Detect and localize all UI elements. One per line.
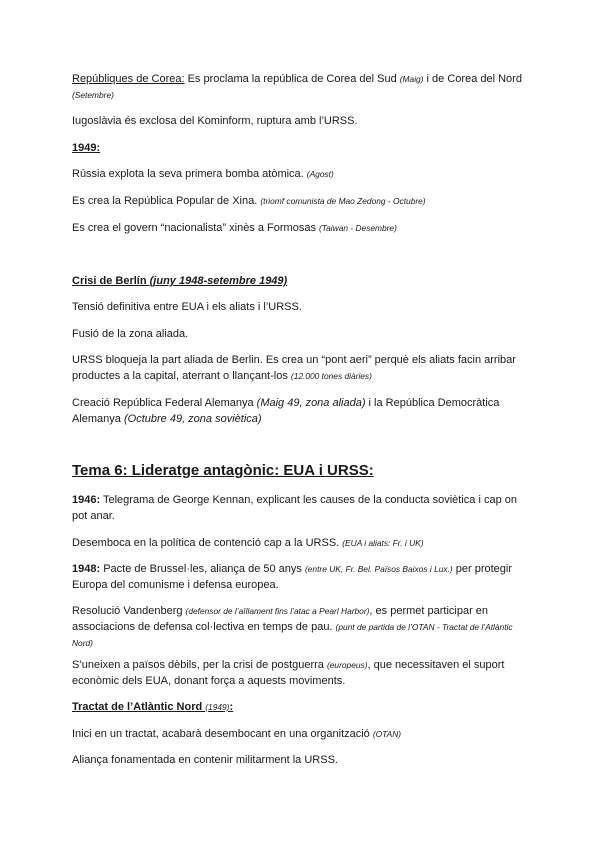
kennan-paragraph: 1946: Telegrama de George Kennan, explicant les causes de la conducta soviètica i cap on pot anar. [72, 494, 517, 522]
vandenberg-paragraph: Resolució Vandenberg (defensor de l’aïllament fins l’atac a Pearl Harbor), es permet participar en associacions de defensa col·lectiva en temps de pau. (punt de partida de l’OTAN - Tractat de l’Atlàntic Nord) [72, 605, 513, 648]
containment-paragraph: Desemboca en la política de contenció cap a la URSS. (EUA i aliats: Fr. i UK) [72, 537, 424, 549]
formosa-paragraph: Es crea el govern “nacionalista” xinès a Formosas (Taiwan - Desembre) [72, 222, 397, 234]
tema6-heading: Tema 6: Lideratge antagònic: EUA i URSS: [72, 462, 374, 479]
korea-paragraph: Repúbliques de Corea: Es proclama la república de Corea del Sud (Maig) i de Corea del Nord (Setembre) [72, 73, 522, 100]
tension-paragraph: Tensió definitiva entre EUA i els aliats i l’URSS. [72, 301, 302, 313]
china-paragraph: Es crea la República Popular de Xina. (triomf comunista de Mao Zedong - Octubre) [72, 195, 426, 207]
yugoslavia-paragraph: Iugoslàvia és exclosa del Kominform, ruptura amb l’URSS. [72, 115, 358, 127]
atlantic-treaty-heading: Tractat de l’Atlàntic Nord (1949): [72, 701, 234, 713]
atomic-bomb-paragraph: Rússia explota la seva primera bomba atòmica. (Agost) [72, 168, 334, 180]
heading-1949: 1949: [72, 142, 101, 154]
blockade-paragraph: URSS bloqueja la part aliada de Berlin. Es crea un “pont aeri” perquè els aliats facin arribar productes a la capital, aterrant o llançant-los (12.000 tones diàries) [72, 354, 516, 382]
brussels-pact-paragraph: 1948: Pacte de Brussel·les, aliança de 50 anys (entre UK, Fr. Bel. Països Baixos i Lux.) per protegir Europa del comunisme i defensa europea. [72, 563, 512, 591]
korea-label: Repúbliques de Corea: [72, 73, 185, 85]
allied-zone-paragraph: Fusió de la zona aliada. [72, 328, 189, 340]
germany-paragraph: Creació República Federal Alemanya (Maig 49, zona aliada) i la República Democràtica Alemanya (Octubre 49, zona soviètica) [72, 397, 500, 425]
berlin-crisis-heading: Crisi de Berlín (juny 1948-setembre 1949) [72, 275, 288, 287]
military-alliance-paragraph: Aliança fonamentada en contenir militarment la URSS. [72, 754, 338, 766]
weak-countries-paragraph: S’uneixen a països dèbils, per la crisi de postguerra (europeus), que necessitaven el suport econòmic dels EUA, donant força a aquests moviments. [72, 659, 505, 687]
otan-paragraph: Inici en un tractat, acabarà desembocant en una organització (OTAN) [72, 728, 402, 740]
